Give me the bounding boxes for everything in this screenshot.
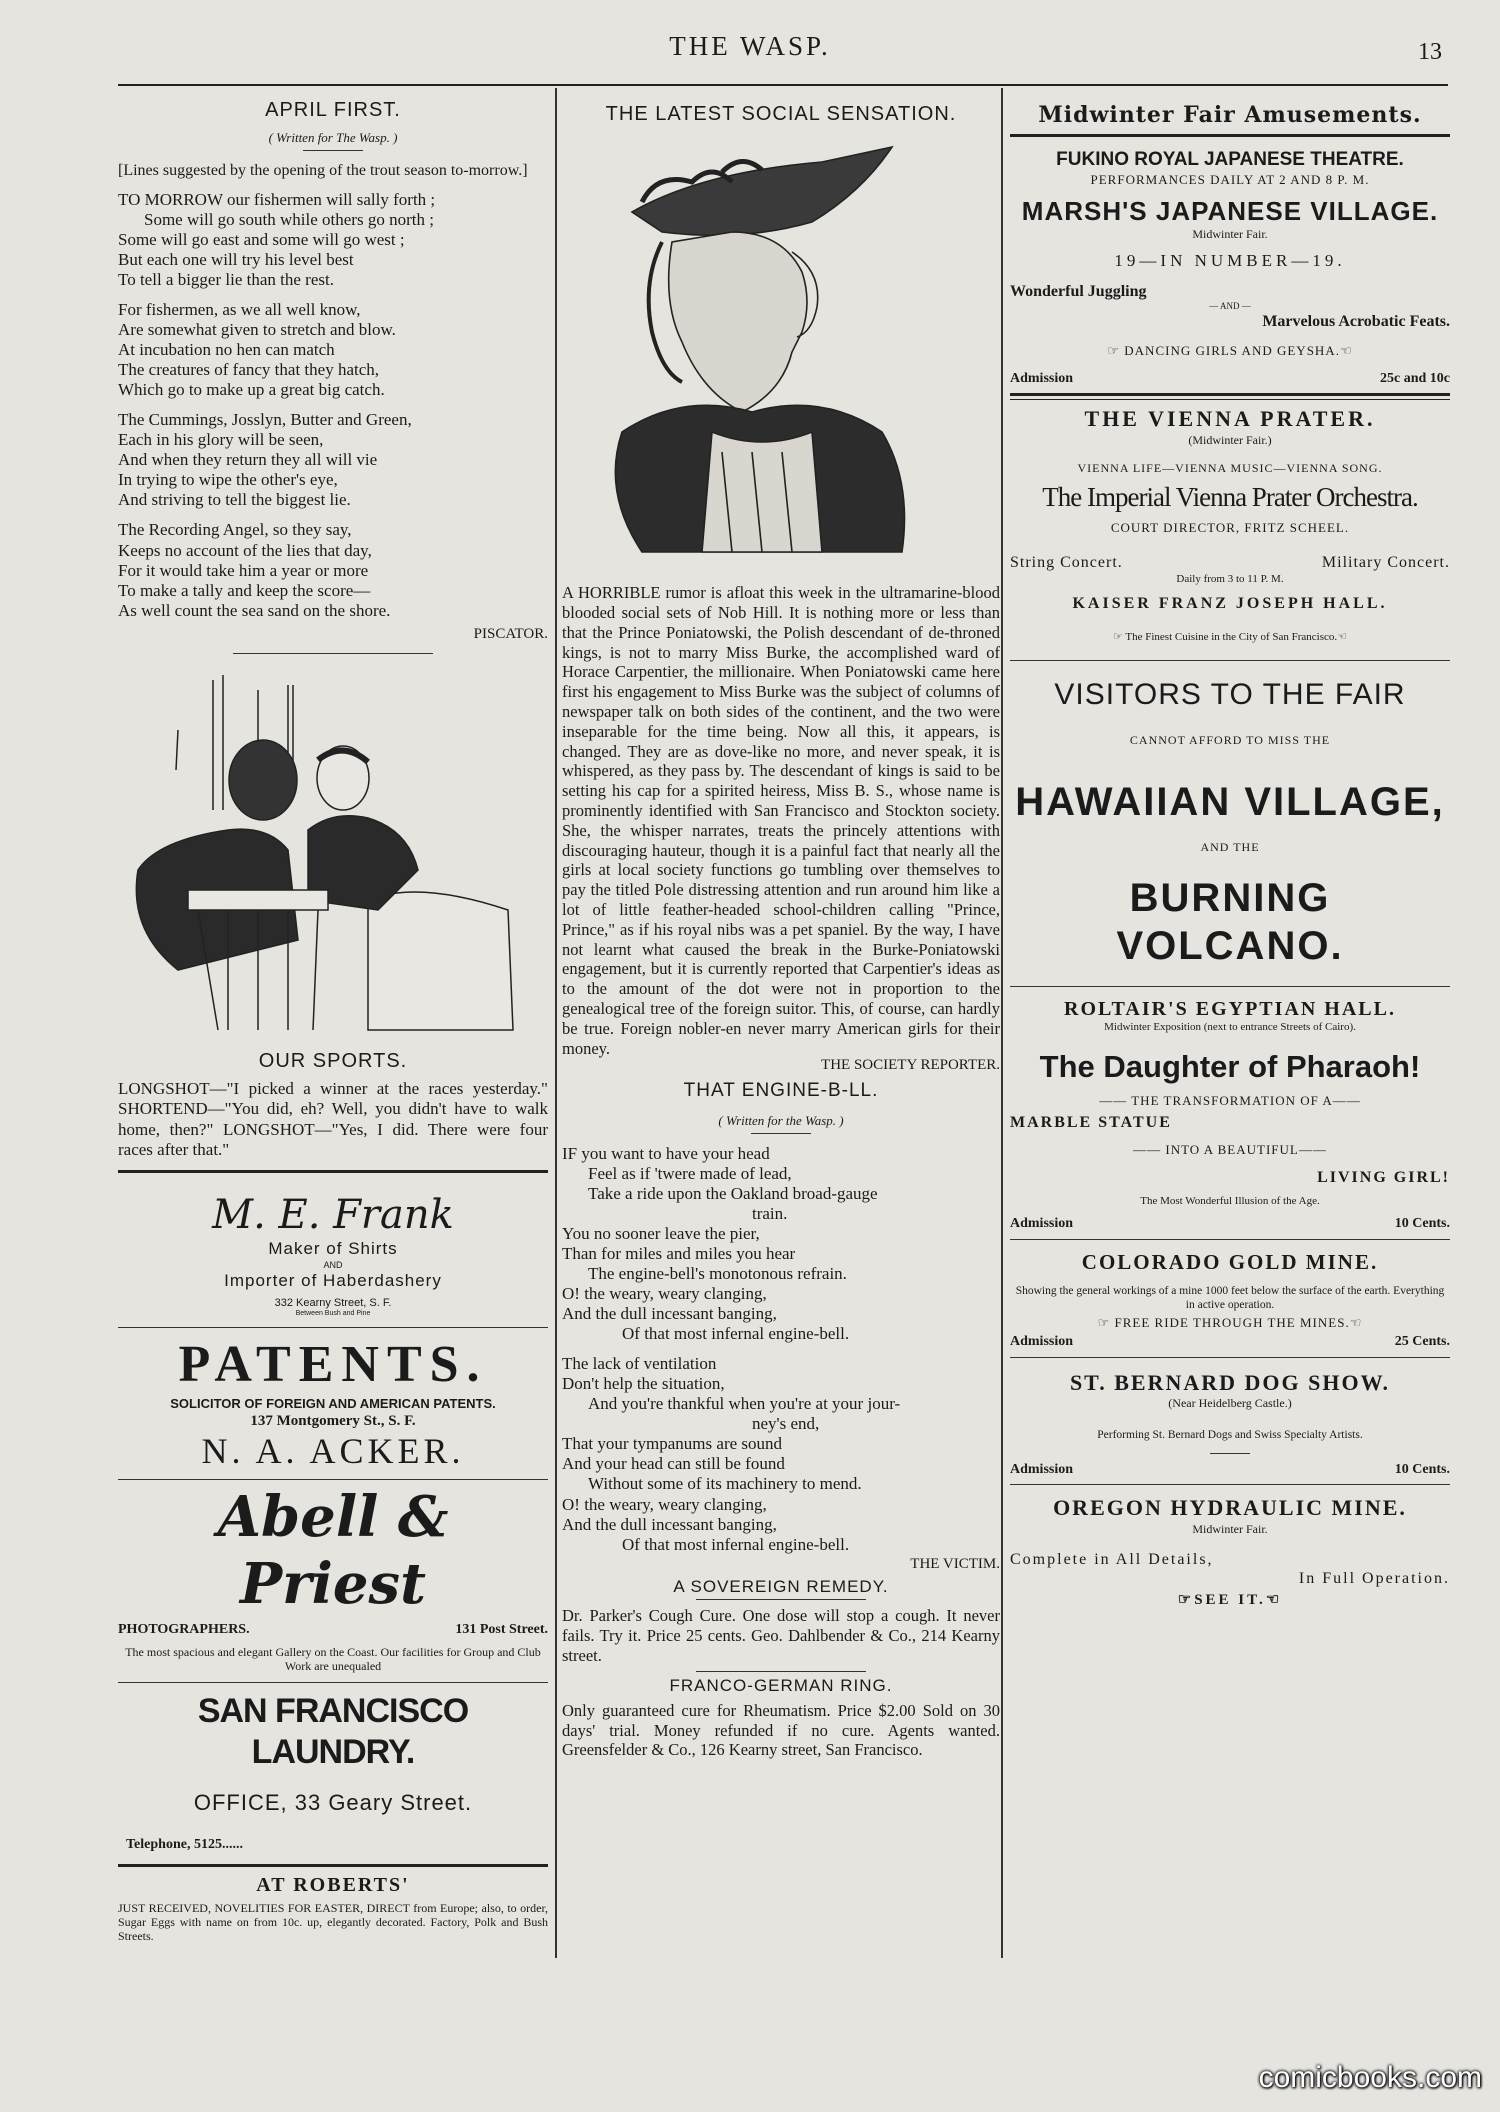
- fukino-title: FUKINO ROYAL JAPANESE THEATRE.: [1056, 149, 1404, 171]
- engine-bell-byline: ( Written for the Wasp. ): [718, 1113, 844, 1129]
- hawaii-and: AND THE: [1200, 839, 1260, 854]
- poem-line: IF you want to have your head: [562, 1143, 770, 1163]
- poem-stanza: [118, 410, 548, 510]
- colorado-ride: ☞ FREE RIDE THROUGH THE MINES.☜: [1097, 1314, 1363, 1330]
- colorado-admission-label: Admission: [1010, 1334, 1074, 1350]
- poem-line: The creatures of fancy that they hatch,: [118, 360, 380, 380]
- poem-line: That your tympanums are sound: [562, 1434, 783, 1454]
- vienna-military: Military Concert.: [1321, 554, 1450, 572]
- roltair-admission-label: Admission: [1010, 1216, 1074, 1232]
- frank-address: 332 Kearny Street, S. F.: [274, 1297, 392, 1310]
- marsh-sub: Midwinter Fair.: [1192, 226, 1268, 241]
- bernard-admission-value: 10 Cents.: [1394, 1461, 1450, 1477]
- our-sports-text: LONGSHOT—"I picked a winner at the races yesterday." SHORTEND—"You did, eh? Well, you didn't have to walk home, then?" LONGSHOT—"Yes, I did. There were four races after that.": [118, 1078, 548, 1160]
- social-sensation-signature: THE SOCIETY REPORTER.: [821, 1057, 1000, 1074]
- poem-line: Each in his glory will be seen,: [118, 430, 324, 450]
- remedy-title: A SOVEREIGN REMEDY.: [673, 1576, 889, 1596]
- poem-line: [562, 1344, 1000, 1354]
- poem-line: The engine-bell's monotonous refrain.: [588, 1263, 847, 1283]
- poem-line: Keeps no account of the lies that day,: [118, 540, 372, 560]
- bernard-sub: (Near Heidelberg Castle.): [1168, 1396, 1292, 1411]
- column-2: [562, 88, 1000, 1760]
- oregon-sub: Midwinter Fair.: [1192, 1521, 1268, 1536]
- roltair-transform: —— THE TRANSFORMATION OF A——: [1099, 1093, 1361, 1109]
- laundry-title: SAN FRANCISCO LAUNDRY.: [197, 1691, 469, 1771]
- masthead-rule: [118, 84, 1448, 86]
- poem-line: Without some of its machinery to mend.: [588, 1474, 862, 1494]
- colorado-admission-value: 25 Cents.: [1394, 1334, 1450, 1350]
- poem-line: The Recording Angel, so they say,: [118, 520, 352, 540]
- column-3: [1010, 88, 1450, 1609]
- poem-line: The Cummings, Josslyn, Butter and Green,: [118, 410, 412, 430]
- vienna-string: String Concert.: [1010, 554, 1123, 572]
- divider: [1010, 1484, 1450, 1485]
- roltair-daughter: The Daughter of Pharaoh!: [1039, 1049, 1421, 1085]
- poem-line: And you're thankful when you're at your jour-: [588, 1394, 901, 1414]
- poem-line: As well count the sea sand on the shore.: [118, 600, 391, 620]
- poem-line: O! the weary, weary clanging,: [562, 1284, 767, 1304]
- laundry-office: OFFICE, 33 Geary Street.: [193, 1790, 473, 1816]
- poem-line: Don't help the situation,: [562, 1374, 725, 1394]
- marsh-and: — AND —: [1209, 300, 1251, 311]
- april-first-title: APRIL FIRST.: [265, 99, 401, 121]
- poem-line: For fishermen, as we all well know,: [118, 300, 361, 320]
- patents-line1: SOLICITOR OF FOREIGN AND AMERICAN PATENTS.: [170, 1396, 496, 1412]
- patents-name: N. A. ACKER.: [201, 1430, 465, 1471]
- roltair-illusion: The Most Wonderful Illusion of the Age.: [1140, 1194, 1320, 1207]
- vienna-director: COURT DIRECTOR, FRITZ SCHEEL.: [1110, 519, 1350, 535]
- poem-line: Of that most infernal engine-bell.: [622, 1324, 850, 1344]
- poem-line: And the dull incessant banging,: [562, 1514, 777, 1534]
- roltair-admission-value: 10 Cents.: [1394, 1216, 1450, 1232]
- roltair-into: —— INTO A BEAUTIFUL——: [1133, 1142, 1327, 1158]
- poem-line: Are somewhat given to stretch and blow.: [118, 320, 396, 340]
- marsh-acrobatic: Marvelous Acrobatic Feats.: [1262, 312, 1450, 330]
- poem-line: At incubation no hen can match: [118, 340, 335, 360]
- divider: [118, 1479, 548, 1480]
- oregon-line2: In Full Operation.: [1298, 1570, 1450, 1588]
- roltair-sub: Midwinter Exposition (next to entrance Streets of Cairo).: [1104, 1021, 1356, 1033]
- poem-line: For it would take him a year or more: [118, 560, 369, 580]
- poem-line: Take a ride upon the Oakland broad-gauge: [588, 1183, 878, 1203]
- vienna-daily: Daily from 3 to 11 P. M.: [1176, 572, 1284, 585]
- divider: [1210, 1453, 1250, 1454]
- roltair-statue: MARBLE STATUE: [1010, 1113, 1172, 1131]
- roltair-title: ROLTAIR'S EGYPTIAN HALL.: [1064, 998, 1396, 1020]
- frank-between: Between Bush and Pine: [295, 1310, 371, 1318]
- divider: [118, 1682, 548, 1683]
- patents-line2: 137 Montgomery St., S. F.: [250, 1412, 416, 1429]
- hawaii-cannot: CANNOT AFFORD TO MISS THE: [1129, 733, 1331, 748]
- poem-stanza: [118, 190, 548, 290]
- patents-title: PATENTS.: [178, 1335, 488, 1393]
- page-number: 13: [1418, 39, 1442, 65]
- column-rule-right: [1001, 88, 1003, 1958]
- divider: [118, 1170, 548, 1173]
- laundry-telephone: Telephone, 5125......: [126, 1836, 243, 1852]
- marsh-admission-value: 25c and 10c: [1380, 370, 1450, 386]
- poem-line: And your head can still be found: [562, 1454, 785, 1474]
- men-at-table-illustration: [118, 670, 548, 1040]
- marsh-juggling: Wonderful Juggling: [1010, 282, 1147, 300]
- engine-bell-title: THAT ENGINE-B-LL.: [683, 1080, 879, 1102]
- bernard-admission-label: Admission: [1010, 1461, 1074, 1477]
- engine-bell-signature: THE VICTIM.: [910, 1555, 1000, 1572]
- divider: [118, 1327, 548, 1328]
- divider: [696, 1671, 866, 1672]
- poem-line: The lack of ventilation: [562, 1354, 717, 1374]
- hawaii-village: HAWAIIAN VILLAGE,: [1015, 779, 1445, 824]
- divider: [1010, 393, 1450, 400]
- ring-title: FRANCO-GERMAN RING.: [669, 1676, 893, 1696]
- marsh-title: MARSH'S JAPANESE VILLAGE.: [1021, 195, 1439, 226]
- column-1: [118, 88, 548, 1944]
- frank-and: AND: [323, 1259, 343, 1270]
- poem-line: You no sooner leave the pier,: [562, 1223, 760, 1243]
- colorado-title: COLORADO GOLD MINE.: [1081, 1249, 1379, 1274]
- april-first-byline: ( Written for The Wasp. ): [268, 130, 398, 145]
- poem-line: But each one will try his level best: [118, 249, 354, 269]
- poem-line: And striving to tell the biggest lie.: [118, 490, 351, 510]
- social-sensation-title: THE LATEST SOCIAL SENSATION.: [605, 103, 957, 125]
- oregon-title: OREGON HYDRAULIC MINE.: [1053, 1495, 1407, 1521]
- marsh-number: 19—IN NUMBER—19.: [1114, 251, 1346, 271]
- poem-stanza: [118, 300, 548, 400]
- frank-signature: M. E. Frank: [212, 1192, 454, 1239]
- poem-line: And when they return they all will vie: [118, 450, 378, 470]
- social-sensation-text: A HORRIBLE rumor is afloat this week in the ultramarine-blood blooded social sets of Nob Hill. It is nothing more or less than that the Prince Poniatowski, the Polish descendant of de-throned kings, is not to marry Miss Burke, the accomplished ward of Horace Carpentier, the millionaire. When Poniatowski came here first his engagement to Miss Burke was the subject of columns of newspaper talk on both sides of the continent, and the two were inseparable for the time being. Now all this, it appears, is changed. They are as dove-like no more, and never speak, it is whispered, as they pass by. The descendant of kings is said to be setting his cap for a spirited heiress, Miss B. S., whose name is prominently identified with San Francisco and Stockton society. She, the whisper narrates, treats the princely attentions with discouraging hauteur, though it is a painful fact that nearly all the girls at local society functions go tumbling over themselves to pay the titled Pole distressing attention and run around him like a lot of little feather-headed school-children calling "Prince, Prince," as if his royal nibs was a pet spaniel. By the way, I have not learnt what caused the break in the Burke-Poniatowski engagement, but it is currently reported that Carpentier's ideas as to the amount of the dot were not in proportion to the genealogical tree of the foreign suitor. This, of course, can hardly be true. Foreign nobler-en never marry American girls for their money.: [562, 583, 1000, 1058]
- poem-line: In trying to wipe the other's eye,: [118, 470, 338, 490]
- poem-line: Feel as if 'twere made of lead,: [588, 1163, 792, 1183]
- divider: [233, 653, 433, 654]
- divider: [1010, 1239, 1450, 1240]
- column-rule-left: [555, 88, 557, 1958]
- april-first-poem: [118, 190, 548, 621]
- divider: [1010, 134, 1450, 137]
- colorado-description: Showing the general workings of a mine 1000 feet below the surface of the earth. Everything in active operation.: [1015, 1285, 1445, 1311]
- poem-line: ney's end,: [752, 1414, 820, 1434]
- marsh-dancing: ☞ DANCING GIRLS AND GEYSHA.☜: [1107, 342, 1353, 358]
- vienna-orchestra: The Imperial Vienna Prater Orchestra.: [1042, 482, 1418, 513]
- divider: [1010, 986, 1450, 987]
- divider: [118, 1864, 548, 1867]
- roberts-text: JUST RECEIVED, NOVELITIES FOR EASTER, DIRECT from Europe; also, to order, Sugar Eggs with name on from 10c. up, elegantly decorated. Factory, Polk and Bush Streets.: [118, 1900, 548, 1944]
- vienna-sub: (Midwinter Fair.): [1188, 432, 1272, 447]
- vienna-cuisine: ☞ The Finest Cuisine in the City of San Francisco.☜: [1112, 631, 1347, 644]
- poem-line: Some will go south while others go north ;: [144, 209, 434, 229]
- roltair-girl: LIVING GIRL!: [1317, 1168, 1450, 1186]
- frank-line1: Maker of Shirts: [268, 1239, 398, 1259]
- hawaii-volcano: BURNING VOLCANO.: [1116, 876, 1344, 968]
- divider: [751, 1133, 811, 1134]
- divider: [303, 150, 363, 151]
- divider: [1010, 1357, 1450, 1358]
- abell-photographers: PHOTOGRAPHERS.: [118, 1622, 250, 1638]
- poem-line: Which go to make up a great big catch.: [118, 380, 385, 400]
- poem-line: Of that most infernal engine-bell.: [622, 1534, 850, 1554]
- woman-in-hat-illustration: [562, 132, 1000, 572]
- bernard-title: ST. BERNARD DOG SHOW.: [1069, 1370, 1391, 1396]
- poem-line: And the dull incessant banging,: [562, 1304, 777, 1324]
- poem-line: train.: [752, 1203, 788, 1223]
- abell-address: 131 Post Street.: [455, 1622, 548, 1638]
- april-first-signature: PISCATOR.: [473, 625, 548, 642]
- watermark-logo: comicbooks.com: [1258, 2061, 1482, 2094]
- oregon-see-it: ☞SEE IT.☜: [1177, 1591, 1283, 1608]
- poem-line: Than for miles and miles you hear: [562, 1243, 796, 1263]
- midwinter-header: Midwinter Fair Amusements.: [1038, 102, 1422, 128]
- roberts-title: AT ROBERTS': [256, 1873, 410, 1896]
- poem-line: TO MORROW our fishermen will sally forth ;: [118, 189, 436, 209]
- vienna-title: THE VIENNA PRATER.: [1084, 406, 1376, 432]
- bernard-description: Performing St. Bernard Dogs and Swiss Specialty Artists.: [1097, 1428, 1363, 1441]
- our-sports-title: OUR SPORTS.: [258, 1049, 408, 1072]
- poem-line: O! the weary, weary clanging,: [562, 1494, 767, 1514]
- fukino-sub: PERFORMANCES DAILY AT 2 AND 8 P. M.: [1090, 172, 1370, 188]
- remedy-text: Dr. Parker's Cough Cure. One dose will stop a cough. It never fails. Try it. Price 25 cents. Geo. Dahlbender & Co., 214 Kearny street.: [562, 1606, 1000, 1665]
- poem-line: To tell a bigger lie than the rest.: [118, 269, 334, 289]
- april-first-note: [Lines suggested by the opening of the trout season to-morrow.]: [118, 161, 528, 179]
- vienna-hall: KAISER FRANZ JOSEPH HALL.: [1072, 594, 1388, 612]
- poem-stanza: [118, 520, 548, 620]
- hawaii-visitors: VISITORS TO THE FAIR: [1054, 678, 1406, 712]
- abell-priest-logo: Abell & Priest: [217, 1483, 449, 1617]
- poem-line: Some will go east and some will go west ;: [118, 229, 405, 249]
- engine-bell-poem: [562, 1144, 1000, 1555]
- abell-description: The most spacious and elegant Gallery on the Coast. Our facilities for Group and Club Work are unequaled: [125, 1644, 541, 1674]
- masthead-title: THE WASP.: [669, 31, 831, 61]
- ring-text: Only guaranteed cure for Rheumatism. Price $2.00 Sold on 30 days' trial. Money refunded if no cure. Agents wanted. Greensfelder & Co., 126 Kearny street, San Francisco.: [562, 1700, 1000, 1760]
- vienna-line: VIENNA LIFE—VIENNA MUSIC—VIENNA SONG.: [1077, 461, 1383, 476]
- marsh-admission-label: Admission: [1010, 370, 1074, 386]
- poem-line: To make a tally and keep the score—: [118, 580, 371, 600]
- frank-line2: Importer of Haberdashery: [224, 1270, 442, 1290]
- divider: [1010, 660, 1450, 661]
- divider: [696, 1599, 866, 1600]
- oregon-line1: Complete in All Details,: [1010, 1551, 1214, 1569]
